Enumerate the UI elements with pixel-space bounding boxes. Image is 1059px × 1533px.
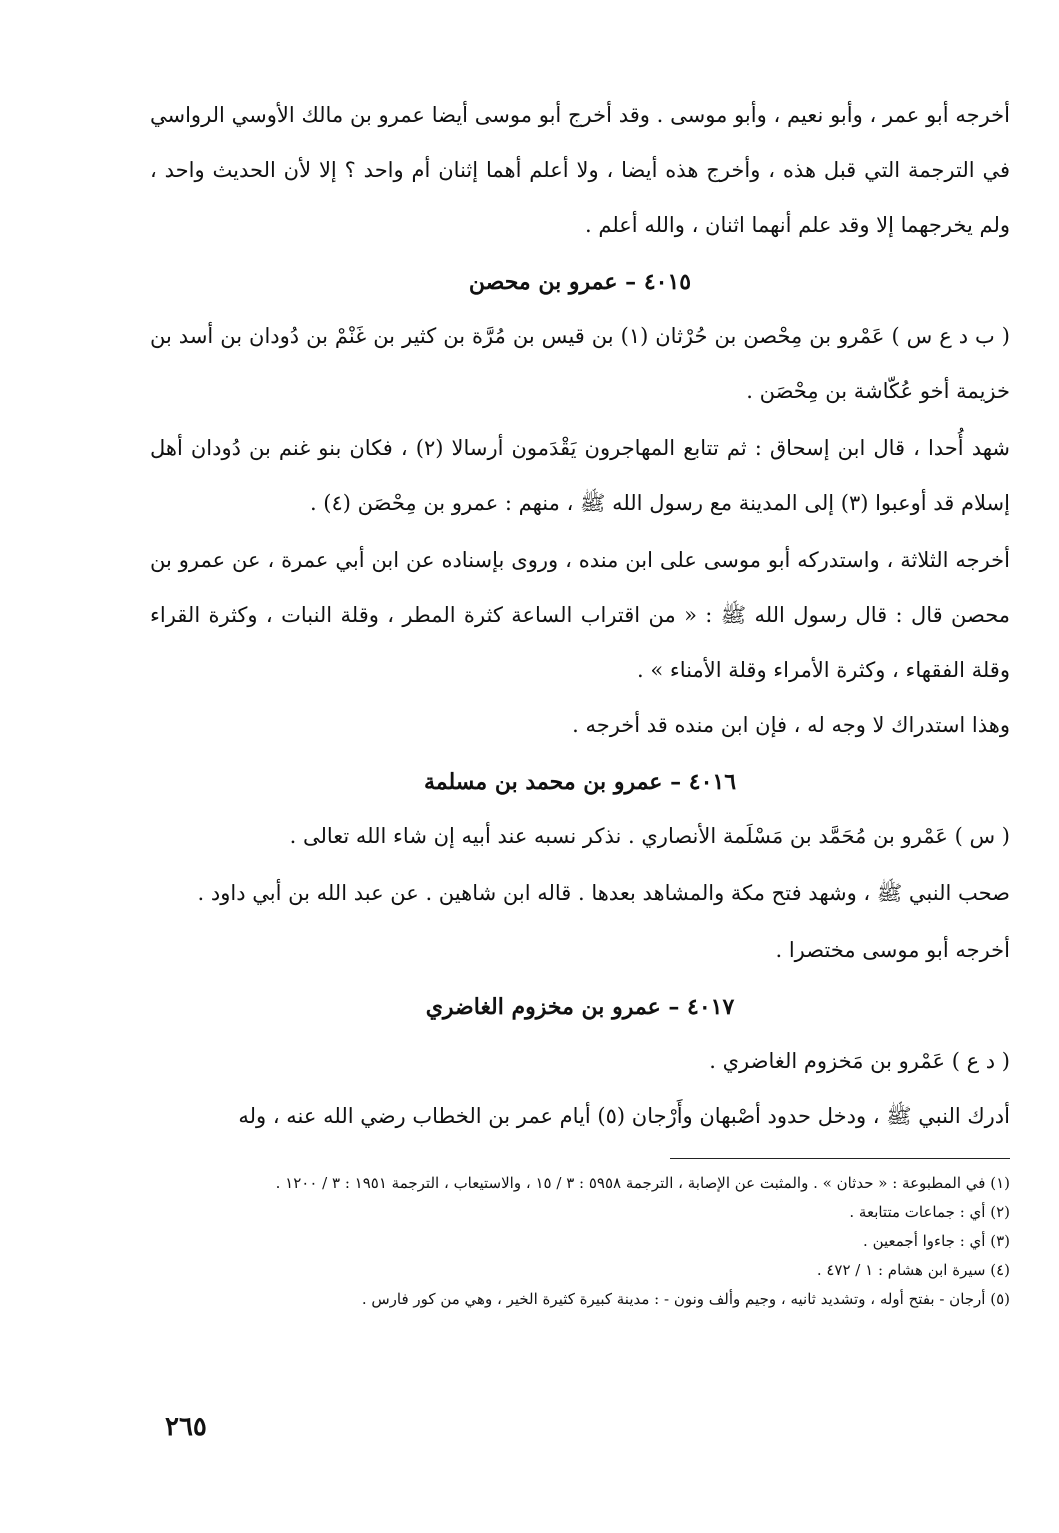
- book-page: [150, 88, 1010, 1488]
- entry-4016-paragraph: ( س ) عَمْرو بن مُحَمَّد بن مَسْلَمة الأنصاري . نذكر نسبه عند أبيه إن شاء الله تعالى .: [289, 824, 1010, 848]
- footnotes: [150, 1169, 1010, 1314]
- entry-heading-4017: ٤٠١٧ – عمرو بن مخزوم الغاضري: [425, 994, 735, 1020]
- entry-heading-4016: ٤٠١٦ – عمرو بن محمد بن مسلمة: [423, 769, 737, 795]
- entry-4017-paragraph: ( د ع ) عَمْرو بن مَخزوم الغاضري .: [709, 1049, 1010, 1073]
- footnote: (٥) أرجان - بفتح أوله ، وتشديد ثانيه ، وجيم وألف ونون - : مدينة كبيرة كثيرة الخير ، وهي من كور فارس .: [361, 1290, 1010, 1308]
- footnote: (٣) أي : جاءوا أجمعين .: [863, 1232, 1010, 1250]
- intro-paragraph: أخرجه أبو عمر ، وأبو نعيم ، وأبو موسى . وقد أخرج أبو موسى أيضا عمرو بن مالك الأوسي الرواسي في الترجمة التي قبل هذه ، وأخرج هذه أيضا ، ولا أعلم أهما إثنان أم واحد ؟ إلا لأن الحديث واحد ، ولم يخرجهما إلا وقد علم أنهما اثنان ، والله أعلم .: [150, 103, 1010, 237]
- footnote: (٤) سيرة ابن هشام : ١ / ٤٧٢ .: [816, 1261, 1010, 1279]
- footnote-divider: [670, 1158, 1010, 1159]
- entry-4016-paragraph: صحب النبي ﷺ ، وشهد فتح مكة والمشاهد بعدها . قاله ابن شاهين . عن عبد الله بن أبي داود .: [197, 881, 1010, 905]
- footnote: (١) في المطبوعة : « حدثان » . والمثبت عن الإصابة ، الترجمة ٥٩٥٨ : ٣ / ١٥ ، والاستيعاب ، الترجمة ١٩٥١ : ٣ / ١٢٠٠ .: [275, 1174, 1010, 1192]
- entry-4015-paragraph: وهذا استدراك لا وجه له ، فإن ابن منده قد أخرجه .: [572, 713, 1010, 737]
- entry-4016-paragraph: أخرجه أبو موسى مختصرا .: [775, 938, 1010, 962]
- entry-heading-4015: ٤٠١٥ – عمرو بن محصن: [468, 269, 692, 295]
- entry-4017-paragraph: أدرك النبي ﷺ ، ودخل حدود أصْبهان وأَرْجان (٥) أيام عمر بن الخطاب رضي الله عنه ، وله: [238, 1104, 1010, 1128]
- entry-4015-paragraph: أخرجه الثلاثة ، واستدركه أبو موسى على ابن منده ، وروى بإسناده عن ابن أبي عمرة ، عن عمرو بن محصن قال : قال رسول الله ﷺ : « من اقتراب الساعة كثرة المطر ، وقلة النبات ، وكثرة القراء وقلة الفقهاء ، وكثرة الأمراء وقلة الأمناء » .: [150, 548, 1010, 682]
- footnote: (٢) أي : جماعات متتابعة .: [849, 1203, 1010, 1221]
- entry-4015-paragraph: شهد أُحدا ، قال ابن إسحاق : ثم تتابع المهاجرون يَقْدَمون أرسالا (٢) ، فكان بنو غنم بن دُودان أهل إسلام قد أوعبوا (٣) إلى المدينة مع رسول الله ﷺ ، منهم : عمرو بن مِحْصَن (٤) .: [150, 436, 1010, 515]
- entry-4015-paragraph: ( ب د ع س ) عَمْرو بن مِحْصن بن حُرْثان (١) بن قيس بن مُرَّة بن كثير بن غَنْمْ بن دُودان بن أسد بن خزيمة أخو عُكّاشة بن مِحْصَن .: [150, 324, 1010, 403]
- page-number: ٢٦٥: [165, 1412, 207, 1442]
